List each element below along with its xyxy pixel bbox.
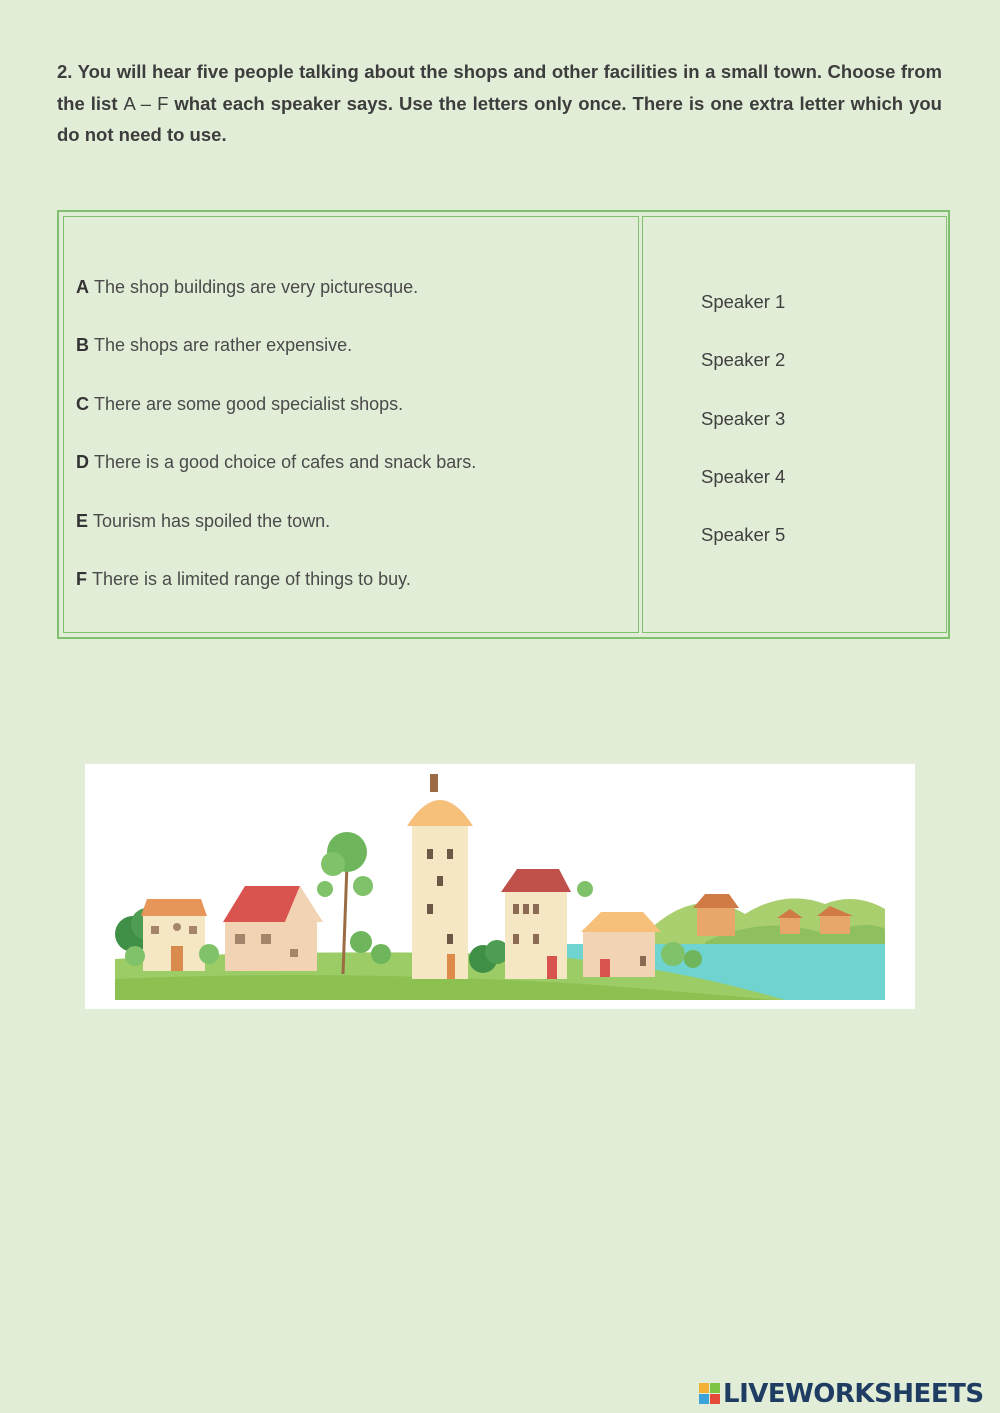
liveworksheets-logo-icon (699, 1383, 721, 1405)
option-b (76, 335, 352, 356)
option-letter: E (76, 511, 89, 531)
options-column (63, 216, 639, 633)
option-d (76, 452, 476, 473)
speakers-column (642, 216, 947, 633)
speaker-3-label: Speaker 3 (701, 408, 786, 429)
option-c (76, 394, 403, 415)
logo-text: LIVEWORKSHEETS (723, 1379, 984, 1409)
instructions-part2: what each speaker says. Use the letters only once. There is one extra letter which you do not need to use. (57, 92, 942, 145)
option-e (76, 511, 330, 532)
option-text: There is a limited range of things to buy. (92, 569, 411, 589)
instructions-part1: 2. You will hear five people talking about the shops and other facilities in a small town. Choose from the list (57, 61, 942, 114)
matching-table (57, 210, 950, 639)
option-text: The shop buildings are very picturesque. (94, 277, 419, 297)
speaker-1-label: Speaker 1 (701, 291, 786, 312)
option-f (76, 569, 411, 590)
option-a (76, 277, 418, 298)
option-letter: A (76, 277, 89, 297)
speaker-4-label: Speaker 4 (701, 466, 786, 487)
option-letter: B (76, 335, 89, 355)
option-text: There is a good choice of cafes and snack bars. (94, 452, 477, 472)
option-letter: F (76, 569, 87, 589)
option-letter: D (76, 452, 89, 472)
speaker-2-label: Speaker 2 (701, 349, 786, 370)
option-text: Tourism has spoiled the town. (93, 511, 331, 531)
town-illustration (85, 764, 915, 1009)
liveworksheets-logo (699, 1380, 984, 1408)
instructions-range: A – F (123, 92, 169, 114)
option-text: There are some good specialist shops. (94, 394, 404, 414)
speaker-5-label: Speaker 5 (701, 524, 786, 545)
option-letter: C (76, 394, 89, 414)
instructions-text (57, 56, 942, 151)
option-text: The shops are rather expensive. (94, 335, 353, 355)
